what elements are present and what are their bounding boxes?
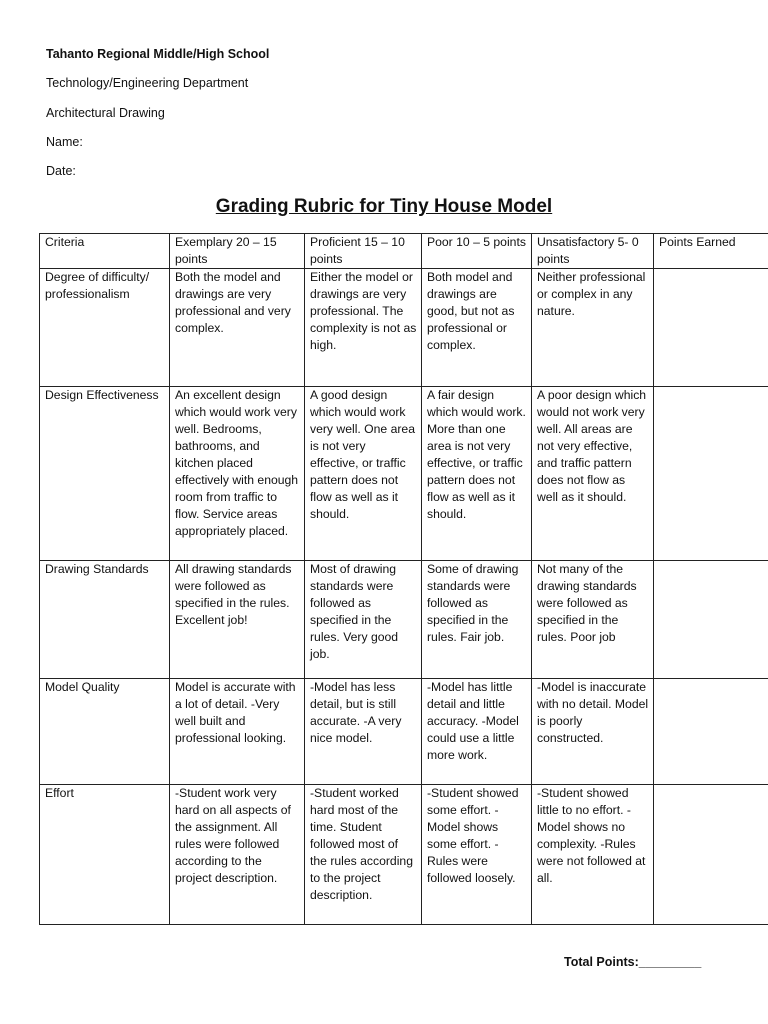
poor-cell: Some of drawing standards were followed as specified in the rules. Fair job. xyxy=(422,561,532,679)
name-label: Name: xyxy=(46,135,83,149)
column-header-proficient: Proficient 15 – 10 points xyxy=(305,234,422,269)
criteria-cell: Design Effectiveness xyxy=(40,387,170,561)
exemplary-cell: Both the model and drawings are very professional and very complex. xyxy=(170,269,305,387)
proficient-cell: A good design which would work very well. One area is not very effective, or traffic pattern does not flow as well as it should. xyxy=(305,387,422,561)
unsatisfactory-cell: A poor design which would not work very well. All areas are not very effective, and traffic pattern does not flow as well as it should. xyxy=(532,387,654,561)
document-title: Grading Rubric for Tiny House Model xyxy=(215,196,553,217)
proficient-cell: Most of drawing standards were followed as specified in the rules. Very good job. xyxy=(305,561,422,679)
criteria-cell: Degree of difficulty/ professionalism xyxy=(40,269,170,387)
school-name: Tahanto Regional Middle/High School xyxy=(46,47,270,61)
proficient-cell: Either the model or drawings are very professional. The complexity is not as high. xyxy=(305,269,422,387)
column-header-unsatisfactory: Unsatisfactory 5- 0 points xyxy=(532,234,654,269)
criteria-cell: Model Quality xyxy=(40,679,170,785)
points-earned-cell[interactable] xyxy=(654,785,768,925)
points-earned-cell[interactable] xyxy=(654,269,768,387)
poor-cell: A fair design which would work. More than one area is not very effective, or traffic pattern does not flow as well as it should. xyxy=(422,387,532,561)
unsatisfactory-cell: Not many of the drawing standards were followed as specified in the rules. Poor job xyxy=(532,561,654,679)
department-name: Technology/Engineering Department xyxy=(46,76,249,90)
proficient-cell: -Student worked hard most of the time. Student followed most of the rules according to the project description. xyxy=(305,785,422,925)
table-row xyxy=(40,785,768,925)
criteria-cell: Drawing Standards xyxy=(40,561,170,679)
exemplary-cell: All drawing standards were followed as specified in the rules. Excellent job! xyxy=(170,561,305,679)
poor-cell: -Student showed some effort. -Model shows some effort. -Rules were followed loosely. xyxy=(422,785,532,925)
column-header-exemplary: Exemplary 20 – 15 points xyxy=(170,234,305,269)
exemplary-cell: -Student work very hard on all aspects of the assignment. All rules were followed according to the project description. xyxy=(170,785,305,925)
column-header-poor: Poor 10 – 5 points xyxy=(422,234,532,269)
total-points-label: Total Points:_________ xyxy=(564,955,702,969)
points-earned-cell[interactable] xyxy=(654,387,768,561)
table-row xyxy=(40,387,768,561)
column-header-points-earned: Points Earned xyxy=(654,234,768,269)
exemplary-cell: An excellent design which would work very well. Bedrooms, bathrooms, and kitchen placed effectively with enough room from traffic to flow. Service areas appropriately placed. xyxy=(170,387,305,561)
criteria-cell: Effort xyxy=(40,785,170,925)
unsatisfactory-cell: -Model is inaccurate with no detail. Model is poorly constructed. xyxy=(532,679,654,785)
poor-cell: Both model and drawings are good, but not as professional or complex. xyxy=(422,269,532,387)
table-header-row xyxy=(40,234,768,269)
poor-cell: -Model has little detail and little accuracy. -Model could use a little more work. xyxy=(422,679,532,785)
unsatisfactory-cell: Neither professional or complex in any nature. xyxy=(532,269,654,387)
proficient-cell: -Model has less detail, but is still accurate. -A very nice model. xyxy=(305,679,422,785)
course-name: Architectural Drawing xyxy=(46,106,165,120)
points-earned-cell[interactable] xyxy=(654,561,768,679)
column-header-criteria: Criteria xyxy=(40,234,170,269)
table-row xyxy=(40,679,768,785)
date-label: Date: xyxy=(46,164,76,178)
table-row xyxy=(40,269,768,387)
exemplary-cell: Model is accurate with a lot of detail. -Very well built and professional looking. xyxy=(170,679,305,785)
points-earned-cell[interactable] xyxy=(654,679,768,785)
table-row xyxy=(40,561,768,679)
rubric-table xyxy=(39,233,768,925)
unsatisfactory-cell: -Student showed little to no effort. -Model shows no complexity. -Rules were not followed at all. xyxy=(532,785,654,925)
